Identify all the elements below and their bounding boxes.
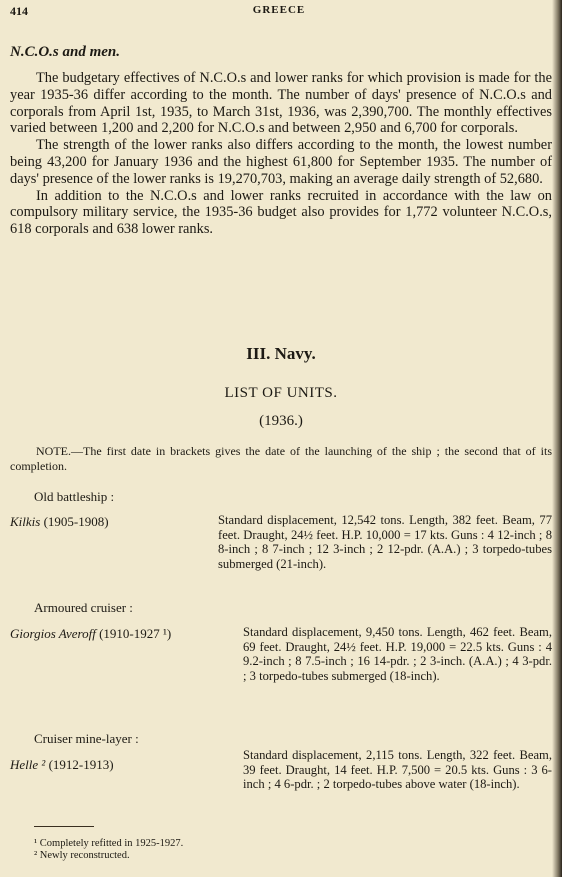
paragraph-2: The strength of the lower ranks also differs according to the month, the lowest number being 43,200 for January 1936 and the highest 61,800 for September 1935. The number of days' presence of the lower ranks is 19,270,703, making an average daily strength of 52,680. <box>10 137 552 187</box>
page-edge-shadow <box>552 0 562 877</box>
footnote: ¹ Completely refitted in 1925-1927. <box>34 838 184 849</box>
unit-category: Cruiser mine-layer : <box>34 731 139 746</box>
footnote: ² Newly reconstructed. <box>34 850 130 861</box>
unit-category: Armoured cruiser : <box>34 600 133 615</box>
unit-category: Old battleship : <box>34 489 115 504</box>
page-number: 414 <box>10 4 28 18</box>
paragraph-1: The budgetary effectives of N.C.O.s and lower ranks for which provision is made for the year 1935-36 differ according to the month. The number of days' presence of N.C.O.s and corporals from April 1st, 1935, to March 31st, 1936, was 2,390,700. The monthly effectives varied between 1,200 and 2,200 for N.C.O.s and between 2,950 and 6,700 for corporals. <box>10 70 552 137</box>
navy-heading: III. Navy. <box>246 344 316 363</box>
unit-name-line <box>10 757 114 773</box>
note: NOTE.—The first date in brackets gives the date of the launching of the ship ; the second that of its completion. <box>10 444 552 473</box>
page-header <box>10 4 548 22</box>
list-title: LIST OF UNITS. <box>224 385 338 401</box>
unit-name-line <box>10 626 171 642</box>
ship-name: Kilkis <box>10 514 41 529</box>
ship-dates: (1905-1908) <box>43 514 109 529</box>
ship-name: Giorgios Averoff <box>10 626 96 641</box>
unit-description: Standard displacement, 12,542 tons. Length, 382 feet. Beam, 77 feet. Draught, 24½ feet. H.P. 10,000 = 17 kts. Guns : 4 12-inch ; 8 8-inch ; 8 7-inch ; 12 3-inch ; 2 12-pdr. (A.A.) ; 3 torpedo-tubes submerged (21-inch). <box>218 513 552 571</box>
running-title: GREECE <box>252 4 306 16</box>
paragraph-3: In addition to the N.C.O.s and lower ranks recruited in accordance with the law on compulsory military service, the 1935-36 budget also provides for 1,772 volunteer N.C.O.s, 618 corporals and 638 lower ranks. <box>10 187 552 238</box>
unit-name-line <box>10 514 109 530</box>
list-year: (1936.) <box>259 413 303 429</box>
body-text <box>10 70 552 238</box>
unit-description: Standard displacement, 2,115 tons. Length, 322 feet. Beam, 39 feet. Draught, 14 feet. H.P. 7,500 = 20.5 kts. Guns : 3 6-inch ; 4 6-pdr. ; 2 torpedo-tubes above water (18-inch). <box>243 748 552 792</box>
ship-dates: (1912-1913) <box>48 757 114 772</box>
unit-description: Standard displacement, 9,450 tons. Length, 462 feet. Beam, 69 feet. Draught, 24½ feet. H.P. 19,000 = 22.5 kts. Guns : 4 9.2-inch ; 8 7.5-inch ; 16 14-pdr. ; 2 3-inch. (A.A.) ; 4 3-pdr. ; 3 torpedo-tubes submerged (18-inch). <box>243 625 552 683</box>
ship-dates: (1910-1927 ¹) <box>99 626 172 641</box>
section-title: N.C.O.s and men. <box>10 44 121 60</box>
footnote-divider <box>34 826 94 827</box>
ship-name: Helle ² <box>10 757 46 772</box>
